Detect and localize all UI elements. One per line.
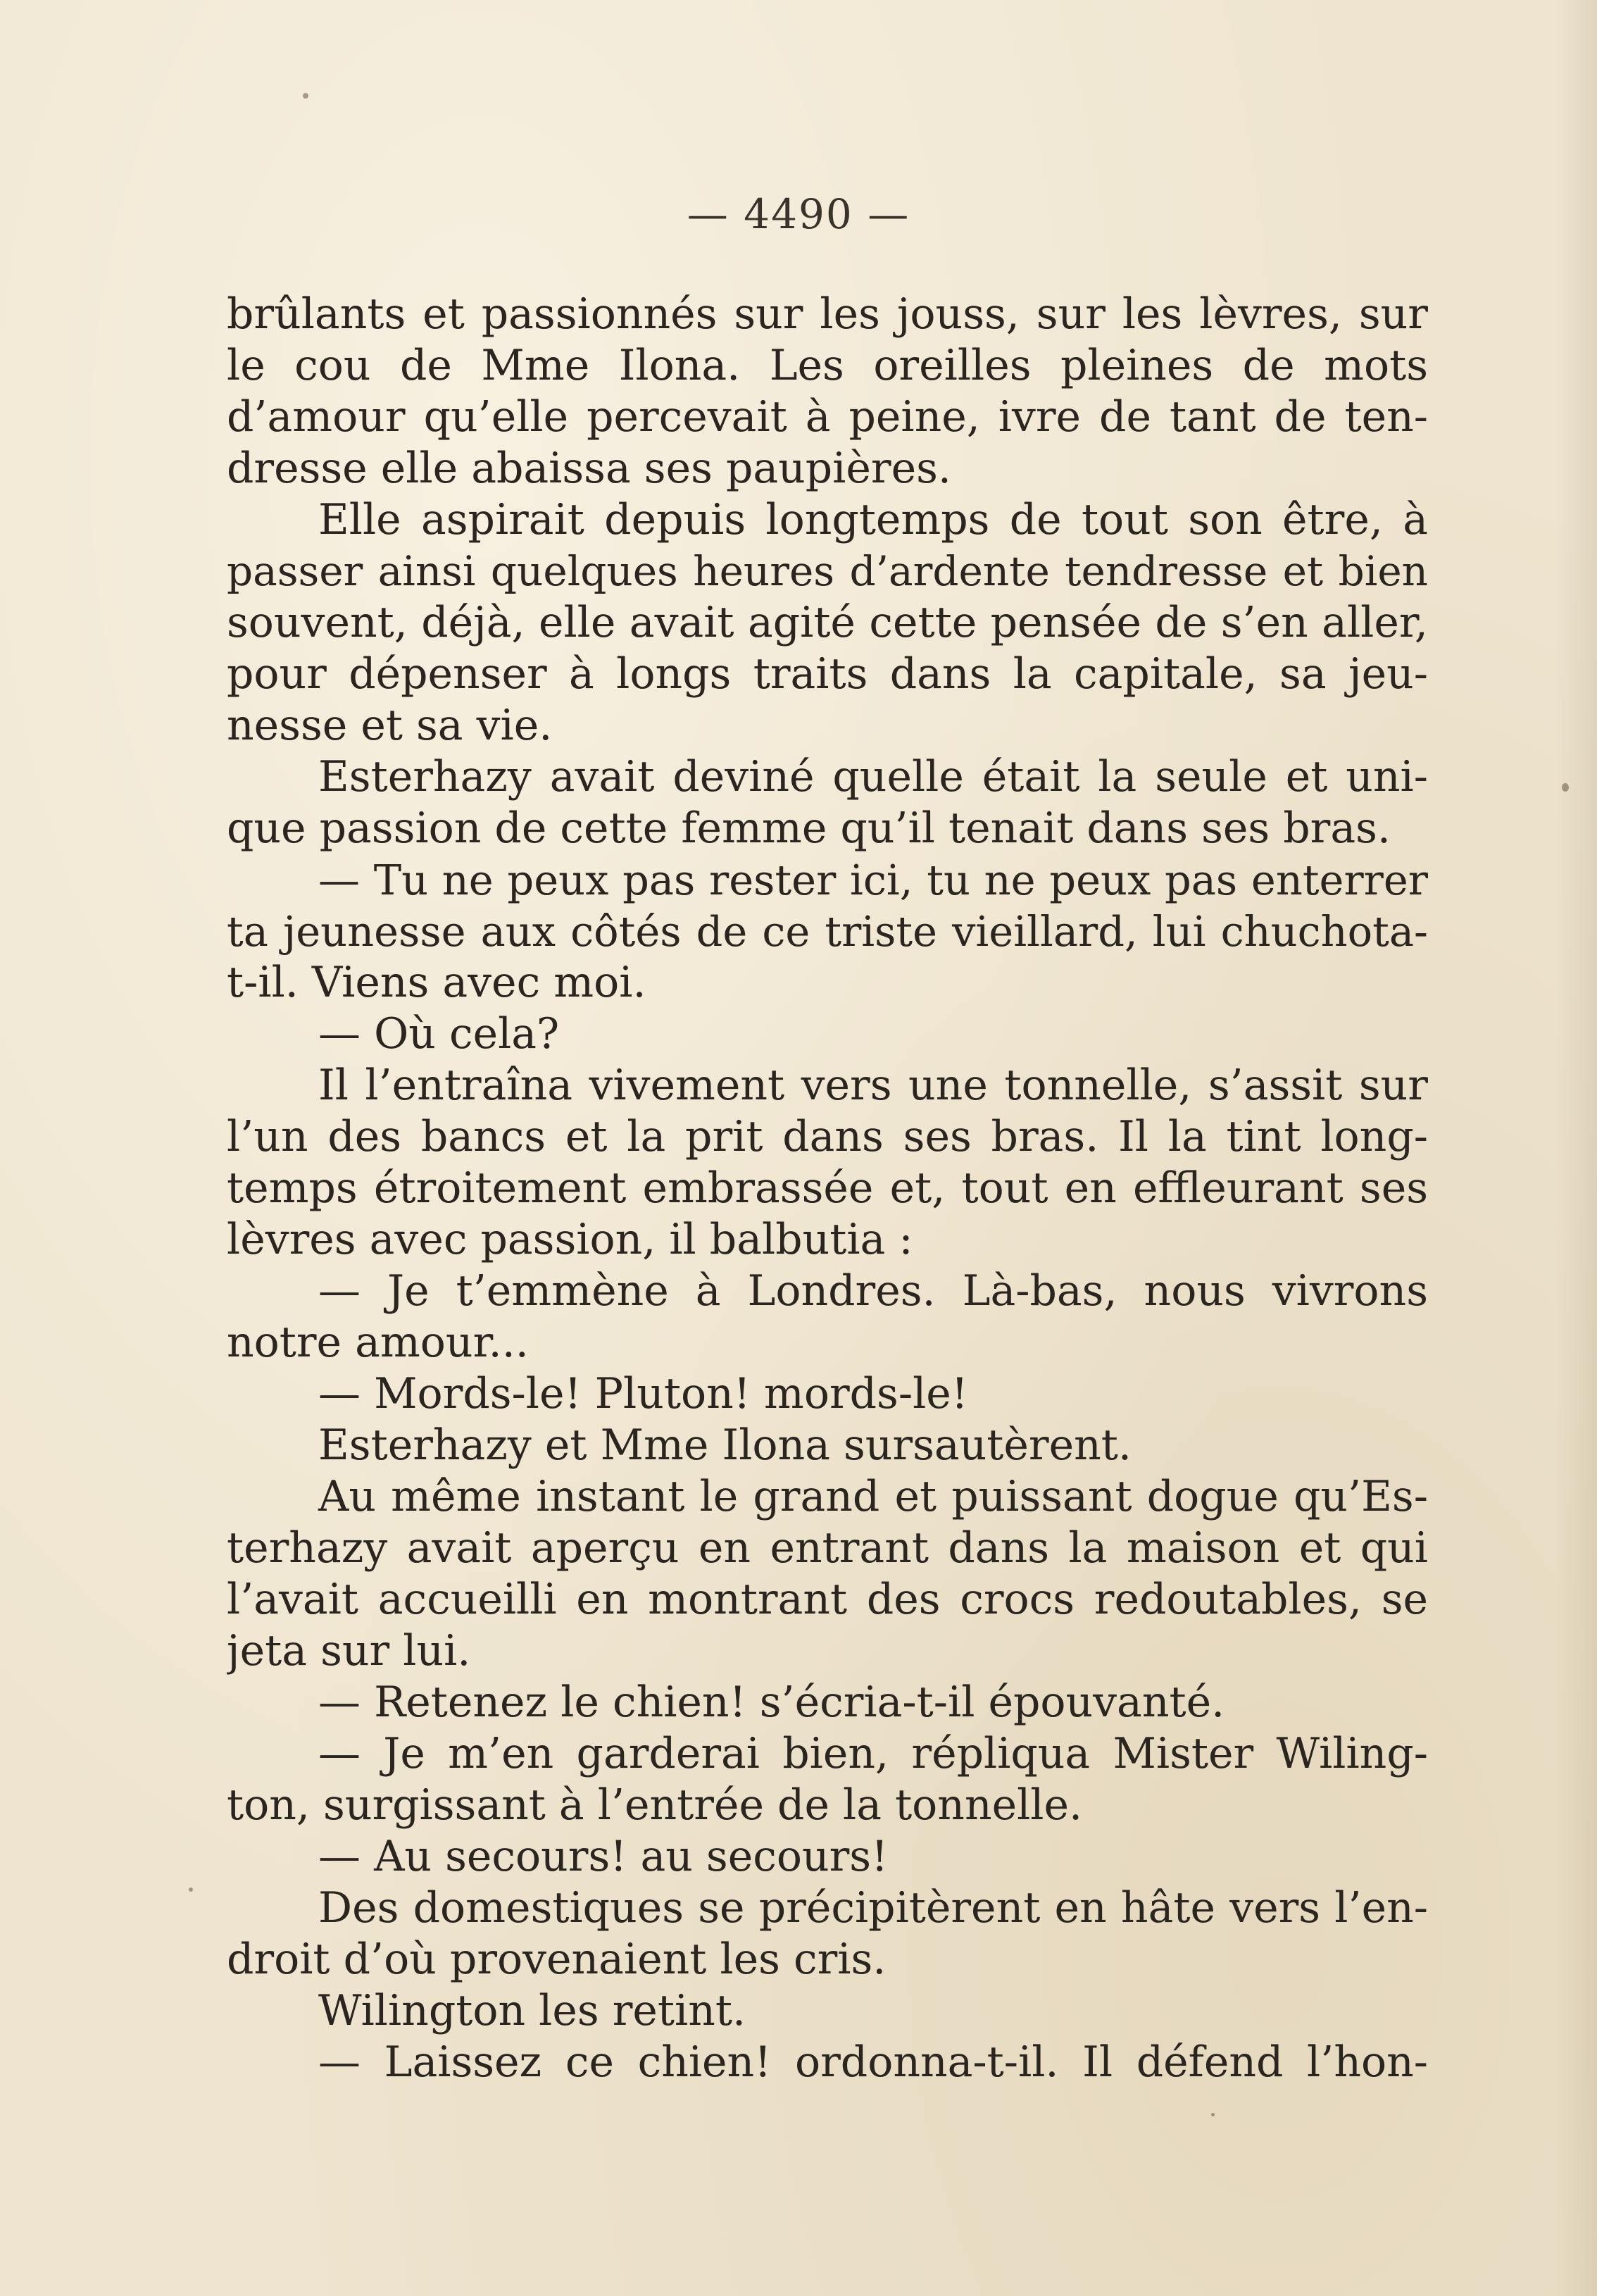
text-line: t-il. Viens avec moi. bbox=[227, 958, 646, 1007]
text-line: notre amour... bbox=[227, 1318, 529, 1367]
text-line: terhazy avait aperçu en entrant dans la maison et qui bbox=[227, 1523, 1428, 1573]
paper-speck bbox=[1211, 2113, 1215, 2116]
page-number: — 4490 — bbox=[687, 190, 910, 238]
text-line: le cou de Mme Ilona. Les oreilles pleines de mots bbox=[227, 341, 1428, 390]
text-line: Esterhazy avait deviné quelle était la seule et uni- bbox=[318, 752, 1428, 801]
text-line: nesse et sa vie. bbox=[227, 701, 553, 750]
text-line: ta jeunesse aux côtés de ce triste vieillard, lui chuchota- bbox=[227, 907, 1428, 956]
text-line: pour dépenser à longs traits dans la capitale, sa jeu- bbox=[227, 649, 1428, 699]
text-line: Des domestiques se précipitèrent en hâte vers l’en- bbox=[318, 1883, 1428, 1933]
text-line: brûlants et passionnés sur les jouss, sur les lèvres, sur bbox=[227, 289, 1428, 339]
text-line: — Je t’emmène à Londres. Là-bas, nous vivrons bbox=[318, 1266, 1428, 1316]
text-line: Wilington les retint. bbox=[318, 1986, 746, 2035]
text-line: droit d’où provenaient les cris. bbox=[227, 1935, 887, 1984]
text-line: d’amour qu’elle percevait à peine, ivre de tant de ten- bbox=[227, 392, 1428, 442]
body-text bbox=[227, 289, 1428, 2088]
text-line: — Laissez ce chien! ordonna-t-il. Il défend l’hon- bbox=[318, 2038, 1428, 2087]
text-line: — Tu ne peux pas rester ici, tu ne peux pas enterrer bbox=[318, 856, 1428, 904]
text-line: Au même instant le grand et puissant dogue qu’Es- bbox=[318, 1472, 1428, 1521]
text-line: lèvres avec passion, il balbutia : bbox=[227, 1215, 913, 1264]
text-line: passer ainsi quelques heures d’ardente tendresse et bien bbox=[227, 547, 1428, 595]
paper-speck bbox=[189, 1888, 193, 1892]
text-line: — Où cela? bbox=[318, 1009, 560, 1059]
text-line: Il l’entraîna vivement vers une tonnelle, s’assit sur bbox=[318, 1061, 1428, 1110]
text-line: temps étroitement embrassée et, tout en effleurant ses bbox=[227, 1163, 1428, 1213]
text-line: — Retenez le chien! s’écria-t-il épouvanté. bbox=[318, 1678, 1225, 1727]
text-line: — Mords-le! Pluton! mords-le! bbox=[318, 1369, 968, 1418]
paper-speck bbox=[303, 93, 308, 99]
text-line: souvent, déjà, elle avait agité cette pensée de s’en aller, bbox=[227, 598, 1428, 647]
paper-speck bbox=[1562, 783, 1569, 792]
text-line: Esterhazy et Mme Ilona sursautèrent. bbox=[318, 1421, 1132, 1470]
text-line: l’avait accueilli en montrant des crocs redoutables, se bbox=[227, 1575, 1428, 1624]
text-line: dresse elle abaissa ses paupières. bbox=[227, 444, 951, 493]
text-line: — Je m’en garderai bien, répliqua Mister Wiling- bbox=[318, 1729, 1428, 1778]
text-line: — Au secours! au secours! bbox=[318, 1832, 889, 1881]
text-line: que passion de cette femme qu’il tenait dans ses bras. bbox=[227, 804, 1391, 853]
text-line: ton, surgissant à l’entrée de la tonnelle. bbox=[227, 1780, 1083, 1830]
page-fold-shadow bbox=[1555, 0, 1597, 2296]
text-line: Elle aspirait depuis longtemps de tout son être, à bbox=[318, 495, 1428, 544]
text-line: jeta sur lui. bbox=[227, 1626, 471, 1676]
text-line: l’un des bancs et la prit dans ses bras. Il la tint long- bbox=[227, 1112, 1428, 1161]
